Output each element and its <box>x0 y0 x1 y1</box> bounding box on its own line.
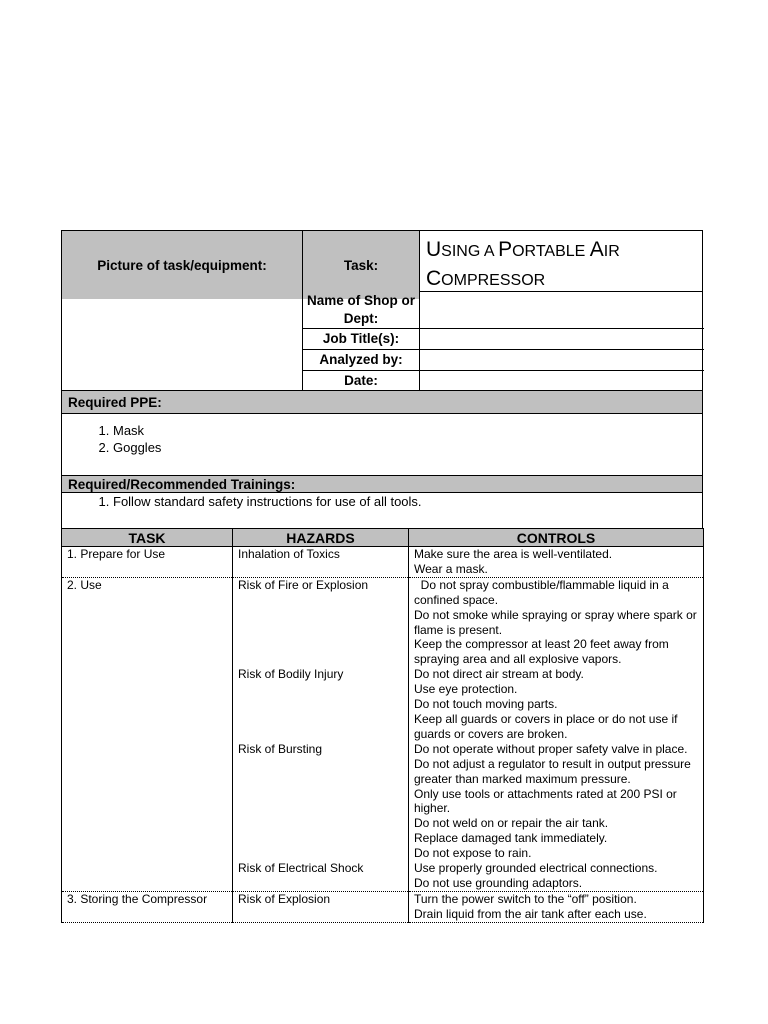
controls-cell <box>409 577 704 891</box>
control: Do not adjust a regulator to result in output pressure greater than marked maximum pressure. <box>414 756 691 786</box>
trainings-heading: Required/Recommended Trainings: <box>61 475 703 492</box>
job-hazard-analysis-form <box>61 230 703 529</box>
picture-label: Picture of task/equipment: <box>62 231 303 299</box>
control: Do not direct air stream at body. <box>414 667 584 682</box>
control: Make sure the area is well-ventilated. <box>414 547 613 561</box>
ppe-list <box>62 422 702 456</box>
shop-dept-field[interactable] <box>420 292 704 329</box>
control: Use properly grounded electrical connections. <box>414 861 658 876</box>
control: Do not smoke while spraying or spray where spark or flame is present. <box>414 607 697 637</box>
form-header <box>61 230 703 291</box>
control: Do not spray combustible/flammable liquid in a confined space. <box>414 577 673 607</box>
job-title-field[interactable] <box>420 329 704 350</box>
control: Do not touch moving parts. <box>414 697 558 712</box>
hazard: Risk of Electrical Shock <box>238 860 364 875</box>
controls-cell <box>409 547 704 578</box>
hazard-controls-table <box>61 528 704 923</box>
control: Do not operate without proper safety valve in place. <box>414 741 688 756</box>
control: Drain liquid from the air tank after each use. <box>414 906 647 921</box>
trainings-list-box <box>61 492 703 529</box>
hazard: Inhalation of Toxics <box>238 547 340 561</box>
table-header-row <box>62 529 704 547</box>
task-cell: 2. Use <box>62 577 233 891</box>
control: Keep all guards or covers in place or do not use if guards or covers are broken. <box>414 711 678 741</box>
date-field[interactable] <box>420 371 704 390</box>
table-row <box>62 547 704 578</box>
picture-area <box>62 292 303 390</box>
hazard: Risk of Explosion <box>238 891 331 906</box>
control: Do not weld on or repair the air tank. <box>414 816 609 831</box>
ppe-list-box <box>61 413 703 475</box>
control: Keep the compressor at least 20 feet away from spraying area and all explosive vapors. <box>414 637 669 667</box>
hazard: Risk of Fire or Explosion <box>238 577 369 592</box>
task-cell: 1. Prepare for Use <box>62 547 233 578</box>
ppe-item: 2. Goggles <box>113 439 702 456</box>
control: Do not use grounding adaptors. <box>414 875 583 890</box>
hazard-cell <box>233 577 409 891</box>
job-title-label: Job Title(s): <box>303 329 420 350</box>
table-row <box>62 577 704 891</box>
task-title <box>420 231 704 299</box>
analyzed-by-field[interactable] <box>420 350 704 371</box>
table-row <box>62 891 704 922</box>
hazard-cell <box>233 547 409 578</box>
form-fields <box>61 291 703 390</box>
task-label: Task: <box>303 231 420 299</box>
hazard: Risk of Bodily Injury <box>238 667 344 682</box>
control: Wear a mask. <box>414 561 488 576</box>
control: Only use tools or attachments rated at 200 PSI or higher. <box>414 786 677 816</box>
task-title-line2: COMPRESSOR <box>426 267 546 290</box>
control: Turn the power switch to the “off” position. <box>414 891 637 906</box>
hazard-cell <box>233 891 409 922</box>
ppe-item: 1. Mask <box>113 422 702 439</box>
column-header-task: TASK <box>62 529 233 547</box>
shop-dept-label: Name of Shop or Dept: <box>303 292 420 329</box>
column-header-hazards: HAZARDS <box>233 529 409 547</box>
control: Replace damaged tank immediately. <box>414 831 608 846</box>
task-cell: 3. Storing the Compressor <box>62 891 233 922</box>
training-item: 1. Follow standard safety instructions for use of all tools. <box>113 493 702 510</box>
task-title-line1: USING A PORTABLE AIR <box>426 238 620 261</box>
analyzed-by-label: Analyzed by: <box>303 350 420 371</box>
control: Do not expose to rain. <box>414 846 532 861</box>
date-label: Date: <box>303 371 420 390</box>
trainings-list <box>62 493 702 510</box>
hazard: Risk of Bursting <box>238 741 323 756</box>
control: Use eye protection. <box>414 682 518 697</box>
ppe-heading: Required PPE: <box>61 390 703 413</box>
controls-cell <box>409 891 704 922</box>
column-header-controls: CONTROLS <box>409 529 704 547</box>
